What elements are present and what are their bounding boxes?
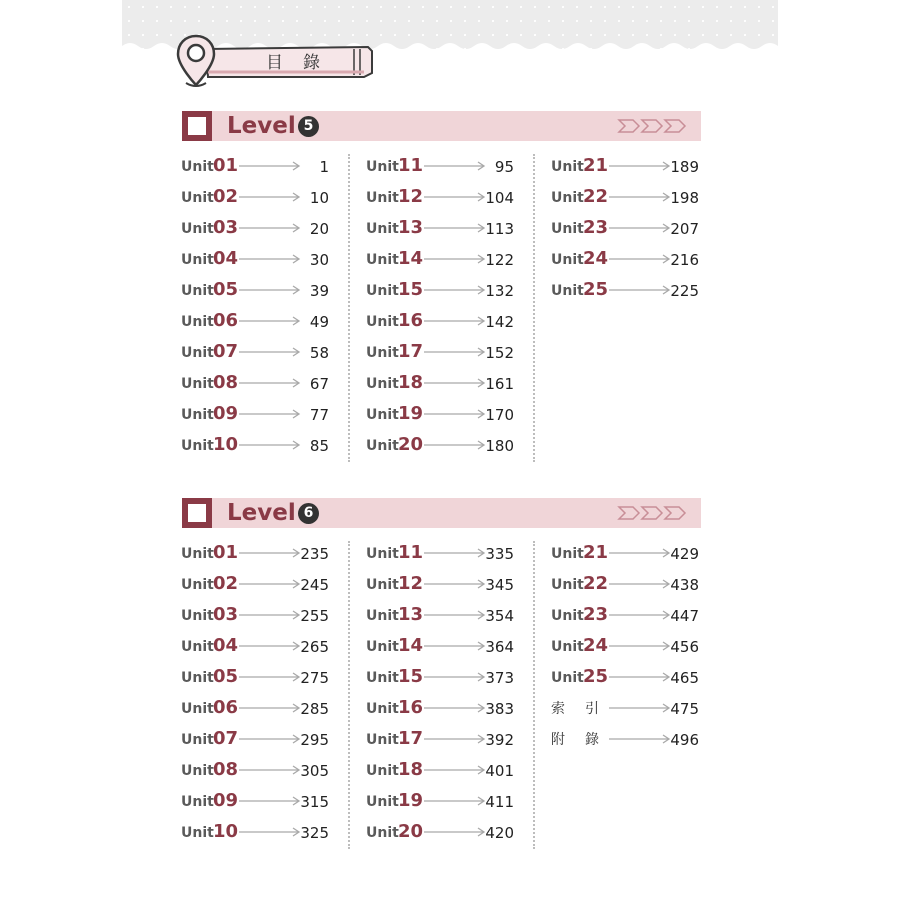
arrow-right-icon: [424, 796, 486, 806]
arrow-right-icon: [424, 316, 486, 326]
toc-entry-page-number: 104: [485, 189, 514, 207]
toc-entry-label: Unit: [551, 577, 584, 593]
toc-entry-unit-number: 11: [398, 155, 424, 176]
arrow-right-icon: [239, 223, 301, 233]
arrow-right-icon: [424, 440, 486, 450]
toc-entry[interactable]: [181, 152, 329, 183]
toc-entry-label: Unit: [551, 221, 584, 237]
toc-entry[interactable]: [551, 632, 699, 663]
toc-entry-page-number: 345: [485, 576, 514, 594]
arrow-right-icon: [609, 734, 671, 744]
toc-entry[interactable]: [551, 152, 699, 183]
toc-entry-label: Unit: [366, 546, 399, 562]
arrow-right-icon: [239, 765, 301, 775]
arrow-right-icon: [609, 703, 671, 713]
toc-entry-label: Unit: [366, 345, 399, 361]
toc-entry-label: Unit: [366, 701, 399, 717]
toc-entry-page-number: 429: [670, 545, 699, 563]
toc-entry-label: Unit: [181, 825, 214, 841]
toc-entry-unit-number: 18: [398, 372, 424, 393]
toc-entry[interactable]: [181, 369, 329, 400]
toc-entry-unit-number: 22: [583, 573, 609, 594]
toc-entry[interactable]: [181, 431, 329, 462]
toc-entry-page-number: 49: [309, 313, 329, 331]
toc-entry-page-number: 275: [300, 669, 329, 687]
level-6-column-1: [181, 539, 329, 849]
toc-entry[interactable]: [181, 276, 329, 307]
column-divider: [533, 154, 535, 462]
arrow-right-icon: [424, 734, 486, 744]
level-6-number: 6: [298, 503, 319, 524]
arrow-right-icon: [424, 378, 486, 388]
toc-entry-label: Unit: [181, 546, 214, 562]
toc-entry-label: Unit: [181, 639, 214, 655]
arrow-right-icon: [609, 192, 671, 202]
toc-entry-page-number: 265: [300, 638, 329, 656]
toc-entry-unit-number: 09: [213, 403, 239, 424]
toc-entry-label: Unit: [181, 608, 214, 624]
toc-entry[interactable]: [551, 276, 699, 307]
toc-entry-unit-number: 03: [213, 217, 239, 238]
toc-entry-page-number: 496: [670, 731, 699, 749]
toc-entry[interactable]: [366, 756, 514, 787]
toc-entry[interactable]: [366, 601, 514, 632]
toc-entry-unit-number: 20: [398, 434, 424, 455]
toc-entry-unit-number: 11: [398, 542, 424, 563]
arrow-right-icon: [239, 672, 301, 682]
toc-entry-page-number: 373: [485, 669, 514, 687]
arrow-right-icon: [424, 347, 486, 357]
toc-entry-label: 附錄: [551, 732, 619, 748]
level-5-number: 5: [298, 116, 319, 137]
arrow-right-icon: [424, 161, 486, 171]
arrow-right-icon: [609, 285, 671, 295]
arrow-right-icon: [424, 672, 486, 682]
toc-entry-unit-number: 02: [213, 573, 239, 594]
toc-entry-unit-number: 13: [398, 217, 424, 238]
arrow-right-icon: [609, 161, 671, 171]
toc-entry-label: Unit: [366, 190, 399, 206]
arrow-right-icon: [424, 579, 486, 589]
toc-entry-unit-number: 07: [213, 728, 239, 749]
toc-entry[interactable]: [366, 570, 514, 601]
toc-entry-label: Unit: [366, 314, 399, 330]
toc-entry-label: Unit: [551, 252, 584, 268]
toc-entry-page-number: 122: [485, 251, 514, 269]
chevrons-icon: [617, 505, 687, 521]
toc-entry-page-number: 152: [485, 344, 514, 362]
arrow-right-icon: [609, 610, 671, 620]
toc-entry-page-number: 142: [485, 313, 514, 331]
toc-entry[interactable]: [181, 245, 329, 276]
toc-entry-label: Unit: [366, 577, 399, 593]
toc-entry-page-number: 132: [485, 282, 514, 300]
toc-entry-label: Unit: [551, 546, 584, 562]
page-title: 目錄: [266, 53, 340, 73]
toc-entry-unit-number: 15: [398, 666, 424, 687]
arrow-right-icon: [239, 827, 301, 837]
arrow-right-icon: [424, 254, 486, 264]
toc-entry-unit-number: 21: [583, 542, 609, 563]
toc-entry-page-number: 180: [485, 437, 514, 455]
arrow-right-icon: [609, 223, 671, 233]
toc-entry-label: Unit: [181, 221, 214, 237]
arrow-right-icon: [609, 579, 671, 589]
toc-entry-page-number: 364: [485, 638, 514, 656]
toc-entry[interactable]: [551, 539, 699, 570]
toc-entry-label: Unit: [366, 670, 399, 686]
toc-entry-label: Unit: [181, 577, 214, 593]
toc-entry[interactable]: [551, 245, 699, 276]
arrow-right-icon: [609, 672, 671, 682]
toc-entry-unit-number: 01: [213, 542, 239, 563]
toc-entry-page-number: 295: [300, 731, 329, 749]
toc-entry-page-number: 438: [670, 576, 699, 594]
toc-entry[interactable]: [181, 818, 329, 849]
toc-entry-label: Unit: [181, 763, 214, 779]
toc-entry-label: Unit: [366, 407, 399, 423]
toc-entry-unit-number: 20: [398, 821, 424, 842]
arrow-right-icon: [239, 378, 301, 388]
toc-entry-label: Unit: [366, 159, 399, 175]
toc-entry[interactable]: [181, 338, 329, 369]
arrow-right-icon: [424, 765, 486, 775]
toc-entry-page-number: 58: [309, 344, 329, 362]
toc-entry-page-number: 335: [485, 545, 514, 563]
toc-entry-label: Unit: [181, 407, 214, 423]
toc-entry-unit-number: 07: [213, 341, 239, 362]
toc-entry-page-number: 207: [670, 220, 699, 238]
toc-entry-unit-number: 18: [398, 759, 424, 780]
toc-entry-unit-number: 10: [213, 821, 239, 842]
toc-entry[interactable]: [366, 245, 514, 276]
toc-entry[interactable]: [366, 818, 514, 849]
toc-entry-page-number: 447: [670, 607, 699, 625]
arrow-right-icon: [424, 223, 486, 233]
toc-entry-page-number: 285: [300, 700, 329, 718]
arrow-right-icon: [239, 641, 301, 651]
toc-entry-label: Unit: [181, 314, 214, 330]
toc-entry[interactable]: [366, 632, 514, 663]
toc-page: [122, 0, 778, 900]
toc-entry[interactable]: [551, 570, 699, 601]
toc-entry-page-number: 20: [309, 220, 329, 238]
toc-entry[interactable]: [551, 694, 699, 725]
toc-entry-unit-number: 25: [583, 279, 609, 300]
level-6-column-3: [551, 539, 699, 756]
arrow-right-icon: [239, 254, 301, 264]
toc-entry-page-number: 354: [485, 607, 514, 625]
column-divider: [348, 541, 350, 849]
toc-entry[interactable]: [551, 183, 699, 214]
toc-entry[interactable]: [181, 601, 329, 632]
toc-entry-label: Unit: [181, 701, 214, 717]
toc-entry-label: Unit: [181, 345, 214, 361]
toc-entry[interactable]: [181, 183, 329, 214]
toc-entry[interactable]: [181, 632, 329, 663]
column-divider: [533, 541, 535, 849]
arrow-right-icon: [239, 161, 301, 171]
toc-entry[interactable]: [181, 694, 329, 725]
toc-entry-label: Unit: [366, 825, 399, 841]
toc-entry[interactable]: [366, 787, 514, 818]
arrow-right-icon: [609, 254, 671, 264]
level-6-checkbox-icon: [182, 498, 212, 528]
toc-entry[interactable]: [366, 663, 514, 694]
toc-entry[interactable]: [181, 570, 329, 601]
arrow-right-icon: [424, 285, 486, 295]
toc-entry-label: Unit: [551, 159, 584, 175]
toc-entry-page-number: 315: [300, 793, 329, 811]
toc-entry-page-number: 420: [485, 824, 514, 842]
toc-entry-unit-number: 24: [583, 635, 609, 656]
arrow-right-icon: [424, 409, 486, 419]
toc-entry-page-number: 216: [670, 251, 699, 269]
toc-entry-unit-number: 12: [398, 186, 424, 207]
toc-entry[interactable]: [366, 214, 514, 245]
toc-entry-page-number: 77: [309, 406, 329, 424]
toc-entry-unit-number: 08: [213, 759, 239, 780]
toc-entry-unit-number: 02: [213, 186, 239, 207]
toc-entry-unit-number: 24: [583, 248, 609, 269]
toc-entry-unit-number: 04: [213, 248, 239, 269]
toc-entry-page-number: 255: [300, 607, 329, 625]
toc-entry-page-number: 30: [309, 251, 329, 269]
toc-entry-label: Unit: [366, 438, 399, 454]
toc-entry-page-number: 10: [309, 189, 329, 207]
toc-entry-label: Unit: [366, 221, 399, 237]
arrow-right-icon: [239, 192, 301, 202]
toc-entry[interactable]: [181, 214, 329, 245]
toc-entry[interactable]: [366, 694, 514, 725]
level-6-bar: [182, 498, 701, 528]
toc-entry-label: Unit: [366, 283, 399, 299]
toc-entry[interactable]: [181, 663, 329, 694]
arrow-right-icon: [239, 796, 301, 806]
arrow-right-icon: [239, 440, 301, 450]
toc-entry-page-number: 39: [309, 282, 329, 300]
toc-entry-unit-number: 06: [213, 697, 239, 718]
toc-entry-page-number: 392: [485, 731, 514, 749]
toc-entry-page-number: 401: [485, 762, 514, 780]
toc-entry-unit-number: 21: [583, 155, 609, 176]
toc-entry-page-number: 1: [319, 158, 329, 176]
toc-entry[interactable]: [366, 183, 514, 214]
toc-entry-label: Unit: [551, 670, 584, 686]
toc-entry-page-number: 198: [670, 189, 699, 207]
toc-entry[interactable]: [366, 725, 514, 756]
toc-entry-unit-number: 17: [398, 728, 424, 749]
arrow-right-icon: [424, 548, 486, 558]
arrow-right-icon: [239, 285, 301, 295]
toc-entry-unit-number: 12: [398, 573, 424, 594]
arrow-right-icon: [239, 409, 301, 419]
arrow-right-icon: [239, 734, 301, 744]
toc-entry-label: Unit: [551, 283, 584, 299]
toc-entry-unit-number: 05: [213, 666, 239, 687]
toc-entry[interactable]: [181, 400, 329, 431]
toc-entry-page-number: 95: [494, 158, 514, 176]
toc-entry-page-number: 475: [670, 700, 699, 718]
toc-entry[interactable]: [181, 787, 329, 818]
toc-entry-label: Unit: [366, 608, 399, 624]
toc-entry-page-number: 189: [670, 158, 699, 176]
toc-entry[interactable]: [551, 725, 699, 756]
column-divider: [348, 154, 350, 462]
toc-entry-unit-number: 25: [583, 666, 609, 687]
toc-entry-unit-number: 16: [398, 310, 424, 331]
arrow-right-icon: [239, 703, 301, 713]
arrow-right-icon: [424, 641, 486, 651]
toc-entry-label: Unit: [366, 732, 399, 748]
toc-entry-unit-number: 17: [398, 341, 424, 362]
toc-entry-label: Unit: [181, 794, 214, 810]
toc-entry-label: Unit: [181, 283, 214, 299]
toc-entry[interactable]: [181, 756, 329, 787]
toc-entry-page-number: 170: [485, 406, 514, 424]
toc-entry-page-number: 305: [300, 762, 329, 780]
toc-entry-unit-number: 10: [213, 434, 239, 455]
toc-entry-label: Unit: [181, 159, 214, 175]
level-5-checkbox-icon: [182, 111, 212, 141]
toc-entry-label: Unit: [366, 763, 399, 779]
toc-entry-unit-number: 05: [213, 279, 239, 300]
arrow-right-icon: [239, 316, 301, 326]
toc-entry-unit-number: 09: [213, 790, 239, 811]
arrow-right-icon: [424, 192, 486, 202]
toc-entry-label: Unit: [181, 670, 214, 686]
toc-entry-label: 索引: [551, 701, 619, 717]
toc-entry-label: Unit: [366, 252, 399, 268]
toc-entry-label: Unit: [181, 190, 214, 206]
toc-entry-unit-number: 16: [398, 697, 424, 718]
toc-entry-unit-number: 14: [398, 635, 424, 656]
arrow-right-icon: [239, 579, 301, 589]
level-6-column-2: [366, 539, 514, 849]
arrow-right-icon: [239, 548, 301, 558]
toc-entry[interactable]: [366, 431, 514, 462]
toc-entry-label: Unit: [366, 639, 399, 655]
toc-entry-unit-number: 23: [583, 604, 609, 625]
toc-entry-page-number: 85: [309, 437, 329, 455]
level-5-column-2: [366, 152, 514, 462]
toc-entry-label: Unit: [181, 438, 214, 454]
map-pin-icon: [174, 33, 218, 89]
toc-entry[interactable]: [366, 152, 514, 183]
toc-entry-label: Unit: [181, 252, 214, 268]
toc-entry[interactable]: [181, 539, 329, 570]
toc-entry[interactable]: [366, 307, 514, 338]
toc-entry[interactable]: [181, 307, 329, 338]
toc-entry[interactable]: [366, 338, 514, 369]
level-5-bar: [182, 111, 701, 141]
toc-entry[interactable]: [366, 539, 514, 570]
toc-entry-page-number: 465: [670, 669, 699, 687]
toc-entry-unit-number: 19: [398, 403, 424, 424]
toc-entry-label: Unit: [551, 608, 584, 624]
toc-entry-page-number: 161: [485, 375, 514, 393]
toc-entry[interactable]: [366, 400, 514, 431]
toc-entry[interactable]: [551, 214, 699, 245]
toc-entry-unit-number: 04: [213, 635, 239, 656]
level-5-column-3: [551, 152, 699, 307]
toc-entry[interactable]: [366, 276, 514, 307]
toc-entry-unit-number: 15: [398, 279, 424, 300]
toc-entry-page-number: 235: [300, 545, 329, 563]
toc-entry-page-number: 67: [309, 375, 329, 393]
toc-entry-label: Unit: [181, 376, 214, 392]
toc-entry[interactable]: [181, 725, 329, 756]
toc-entry-unit-number: 13: [398, 604, 424, 625]
arrow-right-icon: [609, 641, 671, 651]
toc-entry-page-number: 113: [485, 220, 514, 238]
arrow-right-icon: [239, 347, 301, 357]
toc-entry-unit-number: 06: [213, 310, 239, 331]
arrow-right-icon: [424, 703, 486, 713]
toc-entry-page-number: 245: [300, 576, 329, 594]
toc-entry-label: Unit: [366, 794, 399, 810]
toc-entry-page-number: 325: [300, 824, 329, 842]
toc-entry[interactable]: [551, 663, 699, 694]
toc-entry-page-number: 456: [670, 638, 699, 656]
toc-entry[interactable]: [551, 601, 699, 632]
toc-entry-label: Unit: [551, 190, 584, 206]
arrow-right-icon: [424, 610, 486, 620]
toc-entry-unit-number: 19: [398, 790, 424, 811]
toc-entry-unit-number: 01: [213, 155, 239, 176]
level-6-label: Level: [227, 500, 296, 526]
toc-entry-label: Unit: [366, 376, 399, 392]
chevrons-icon: [617, 118, 687, 134]
toc-entry-page-number: 225: [670, 282, 699, 300]
toc-entry-label: Unit: [181, 732, 214, 748]
arrow-right-icon: [424, 827, 486, 837]
level-5-label: Level: [227, 113, 296, 139]
toc-entry-page-number: 383: [485, 700, 514, 718]
arrow-right-icon: [239, 610, 301, 620]
toc-title-tab: [174, 33, 382, 89]
toc-entry-label: Unit: [551, 639, 584, 655]
toc-entry-unit-number: 03: [213, 604, 239, 625]
toc-entry[interactable]: [366, 369, 514, 400]
toc-entry-unit-number: 08: [213, 372, 239, 393]
toc-entry-page-number: 411: [485, 793, 514, 811]
level-5-column-1: [181, 152, 329, 462]
toc-entry-unit-number: 14: [398, 248, 424, 269]
toc-entry-unit-number: 22: [583, 186, 609, 207]
arrow-right-icon: [609, 548, 671, 558]
toc-entry-unit-number: 23: [583, 217, 609, 238]
